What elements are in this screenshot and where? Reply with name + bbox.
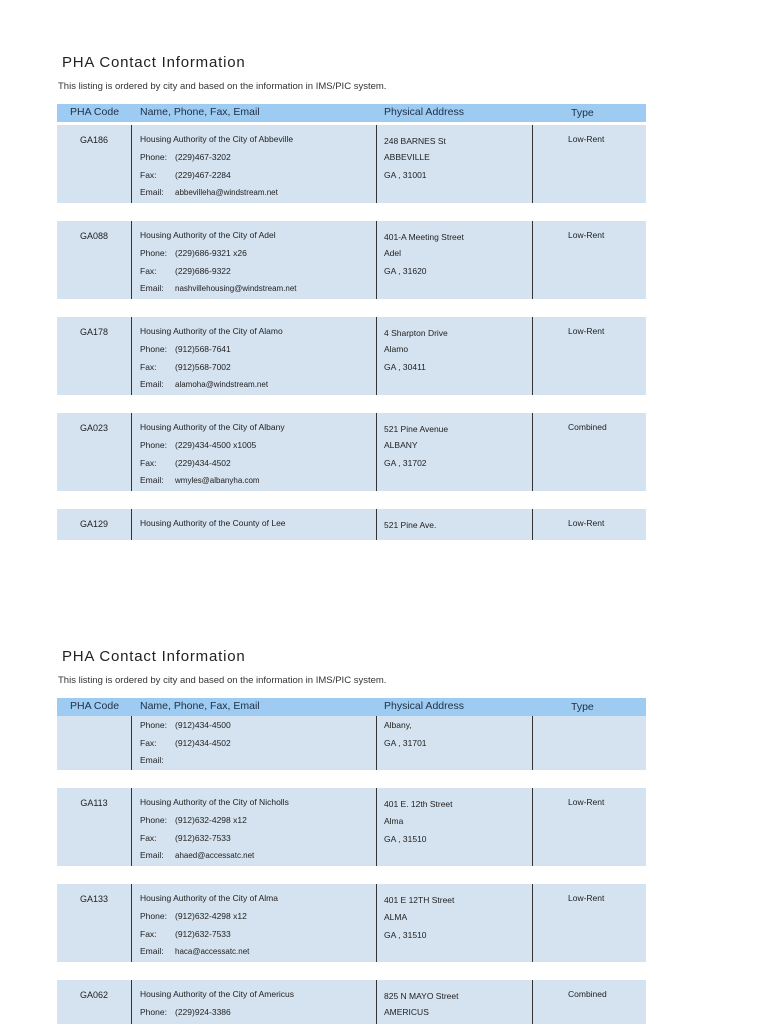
address-line-3: GA , 31510	[384, 834, 427, 844]
email-line: Email: haca@accessatc.net	[140, 946, 250, 956]
table-row	[57, 413, 646, 491]
pha-code: GA178	[79, 327, 109, 337]
email-line: Email: abbevilleha@windstream.net	[140, 187, 278, 197]
header-type: Type	[571, 107, 594, 119]
address-line-3: GA , 30411	[384, 362, 426, 372]
phone-line: Phone: (912)568-7641	[140, 344, 231, 354]
header-pha-code: PHA Code	[70, 106, 120, 118]
pha-type: Low-Rent	[568, 893, 605, 903]
phone-line: Phone: (229)434-4500 x1005	[140, 440, 257, 450]
header-address: Physical Address	[384, 700, 464, 712]
table-row	[57, 788, 646, 866]
address-line-1: Albany,	[384, 720, 412, 730]
fax-line: Fax: (229)467-2284	[140, 170, 231, 180]
address-line-2: Adel	[384, 248, 402, 258]
pha-type: Low-Rent	[568, 797, 605, 807]
pha-code: GA062	[79, 990, 109, 1000]
email-line: Email: nashvillehousing@windstream.net	[140, 283, 297, 293]
address-line-1: 401 E 12TH Street	[384, 895, 455, 905]
address-line-2: GA , 31701	[384, 738, 427, 748]
address-line-2: ABBEVILLE	[384, 152, 430, 162]
header-name: Name, Phone, Fax, Email	[140, 106, 260, 118]
address-line-1: 401-A Meeting Street	[384, 232, 464, 242]
pha-type: Combined	[568, 989, 607, 999]
phone-line: Phone: (229)686-9321 x26	[140, 248, 247, 258]
table-row	[57, 509, 646, 540]
phone-line: Phone: (912)632-4298 x12	[140, 911, 247, 921]
address-line-3: GA , 31001	[384, 170, 427, 180]
fax-line: Fax: (912)434-4502	[140, 738, 231, 748]
phone-line: Phone: (912)434-4500	[140, 720, 231, 730]
page-title: PHA Contact Information	[62, 648, 246, 665]
pha-code: GA088	[79, 231, 109, 241]
pha-code: GA129	[79, 519, 109, 529]
page-title: PHA Contact Information	[62, 54, 246, 71]
email-line: Email: ahaed@accessatc.net	[140, 850, 255, 860]
table-row	[57, 980, 646, 1024]
pha-code: GA133	[79, 894, 109, 904]
email-line: Email: wmyles@albanyha.com	[140, 475, 260, 485]
page-subtitle: This listing is ordered by city and based on the information in IMS/PIC system.	[58, 675, 387, 686]
pha-type: Low-Rent	[568, 134, 605, 144]
header-name: Name, Phone, Fax, Email	[140, 700, 260, 712]
pha-code: GA113	[80, 798, 108, 808]
table-row	[57, 884, 646, 962]
page-subtitle: This listing is ordered by city and based on the information in IMS/PIC system.	[58, 81, 387, 92]
address-line-2: Alma	[384, 816, 404, 826]
address-line-2: ALBANY	[384, 440, 418, 450]
pha-name: Housing Authority of the City of Americus	[140, 989, 295, 999]
fax-line: Fax: (912)568-7002	[140, 362, 231, 372]
address-line-3: GA , 31620	[384, 266, 427, 276]
fax-line: Fax: (912)632-7533	[140, 929, 231, 939]
address-line-1: 248 BARNES St	[384, 136, 446, 146]
table-row	[57, 317, 646, 395]
address-line-2: ALMA	[384, 912, 408, 922]
email-line: Email: alamoha@windstream.net	[140, 379, 269, 389]
table-row	[57, 221, 646, 299]
table-header	[57, 698, 646, 716]
header-pha-code: PHA Code	[70, 700, 120, 712]
table-row	[57, 125, 646, 203]
pha-type: Low-Rent	[568, 518, 605, 528]
address-line-2: Alamo	[384, 344, 409, 354]
fax-line: Fax: (229)686-9322	[140, 266, 231, 276]
address-line-1: 401 E. 12th Street	[384, 799, 453, 809]
pha-name: Housing Authority of the City of Abbeville	[140, 134, 294, 144]
address-line-3: GA , 31510	[384, 930, 427, 940]
pha-code: GA023	[79, 423, 109, 433]
phone-line: Phone: (229)924-3386	[140, 1007, 231, 1017]
phone-line: Phone: (229)467-3202	[140, 152, 231, 162]
pha-code: GA186	[79, 135, 109, 145]
address-line-1: 4 Sharpton Drive	[384, 328, 448, 338]
header-type: Type	[571, 701, 594, 713]
pha-type: Combined	[568, 422, 607, 432]
pha-name: Housing Authority of the County of Lee	[140, 518, 286, 528]
table-header	[57, 104, 646, 122]
pha-name: Housing Authority of the City of Alamo	[140, 326, 283, 336]
pha-type: Low-Rent	[568, 230, 605, 240]
pha-type: Low-Rent	[568, 326, 605, 336]
address-line-3: GA , 31702	[384, 458, 427, 468]
pha-name: Housing Authority of the City of Adel	[140, 230, 276, 240]
address-line-1: 521 Pine Avenue	[384, 424, 449, 434]
table-row	[57, 716, 646, 770]
email-line: Email:	[140, 755, 164, 765]
pha-name: Housing Authority of the City of Alma	[140, 893, 278, 903]
address-line-1: 825 N MAYO Street	[384, 991, 459, 1001]
address-line-2: AMERICUS	[384, 1007, 429, 1017]
fax-line: Fax: (229)434-4502	[140, 458, 231, 468]
pha-name: Housing Authority of the City of Albany	[140, 422, 285, 432]
address-line-1: 521 Pine Ave.	[384, 520, 437, 530]
fax-line: Fax: (912)632-7533	[140, 833, 231, 843]
phone-line: Phone: (912)632-4298 x12	[140, 815, 247, 825]
header-address: Physical Address	[384, 106, 464, 118]
pha-name: Housing Authority of the City of Nicholls	[140, 797, 289, 807]
